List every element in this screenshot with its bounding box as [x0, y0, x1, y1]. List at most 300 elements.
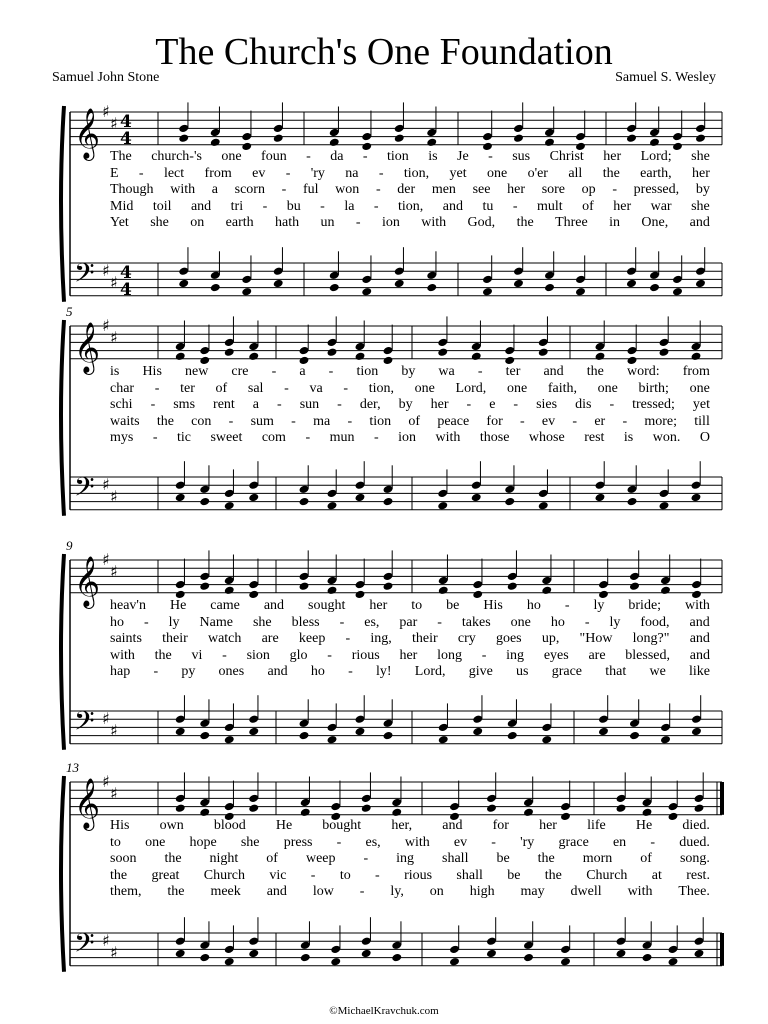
- lyric-syllable: es,: [364, 614, 380, 630]
- lyric-syllable: -: [222, 647, 227, 663]
- lyric-syllable: "How: [579, 631, 613, 646]
- lyric-syllable: The: [110, 149, 132, 164]
- lyric-syllable: the: [586, 364, 604, 379]
- lyric-syllable: scorn: [234, 182, 265, 197]
- note-head: [437, 347, 448, 357]
- lyric-syllable: -: [488, 149, 493, 164]
- lyric-syllable: her: [613, 198, 632, 214]
- lyric-syllable: -: [437, 614, 442, 630]
- note-head: [248, 803, 259, 813]
- note-head: [224, 735, 235, 745]
- note-head: [361, 287, 372, 297]
- lyric-syllable: high: [469, 884, 495, 899]
- lyric-syllable: war: [650, 198, 672, 214]
- lyric-syllable: the: [110, 867, 128, 883]
- note-head: [642, 808, 653, 818]
- note-head: [507, 731, 518, 741]
- note-head: [383, 581, 394, 591]
- lyric-syllable: -: [491, 834, 496, 850]
- lyric-syllable: -: [262, 198, 268, 214]
- lyric-syllable: Church: [203, 867, 245, 883]
- lyric-syllable: -: [336, 834, 342, 850]
- lyric-syllable: by: [398, 397, 413, 412]
- note-head: [329, 283, 340, 293]
- lyric-syllable: ter: [505, 364, 521, 379]
- lyric-line: [110, 397, 710, 414]
- lyric-syllable: toil: [152, 198, 172, 214]
- note-head: [649, 283, 660, 293]
- lyric-line: [110, 868, 710, 885]
- key-sharp-f: ♯: [102, 772, 110, 791]
- lyric-syllable: the: [167, 884, 185, 899]
- lyric-syllable: one: [486, 165, 508, 181]
- lyric-syllable: -: [320, 198, 325, 214]
- lyric-syllable: her: [430, 397, 449, 412]
- measure-number: 5: [66, 304, 73, 319]
- lyric-syllable: ly: [609, 614, 621, 630]
- lyric-syllable: is: [428, 149, 438, 164]
- key-sharp-c: ♯: [110, 487, 118, 506]
- lyric-syllable: He: [169, 598, 187, 613]
- note-head: [241, 287, 252, 297]
- lyric-syllable: food,: [640, 614, 670, 630]
- note-head: [224, 957, 235, 967]
- lyric-syllable: -: [143, 614, 149, 630]
- note-head: [642, 953, 653, 963]
- lyric-syllable: bought: [322, 818, 362, 833]
- lyric-syllable: for: [492, 818, 509, 833]
- lyric-syllable: and: [190, 198, 212, 214]
- lyric-syllable: with: [421, 215, 447, 230]
- system-bracket: [61, 320, 64, 516]
- lyric-syllable: lect: [163, 165, 185, 181]
- note-head: [327, 735, 338, 745]
- lyric-syllable: is: [623, 430, 634, 445]
- key-sharp-f: ♯: [102, 475, 110, 494]
- lyric-syllable: with: [170, 182, 196, 197]
- lyric-syllable: -: [277, 397, 282, 412]
- note-head: [560, 957, 571, 967]
- lyric-syllable: waits: [110, 413, 140, 429]
- lyric-syllable: grace: [558, 834, 589, 850]
- lyric-syllable: faith,: [547, 380, 577, 396]
- note-head: [248, 493, 259, 503]
- lyric-syllable: sies: [536, 397, 558, 412]
- note-head: [299, 731, 310, 741]
- lyric-syllable: the: [516, 215, 534, 230]
- lyric-syllable: be: [446, 598, 460, 613]
- lyric-syllable: es,: [365, 834, 381, 850]
- lyric-syllable: tion: [356, 364, 379, 379]
- lyric-syllable: birth;: [638, 380, 669, 396]
- lyric-syllable: her: [369, 598, 388, 613]
- note-head: [695, 133, 706, 143]
- lyric-syllable: one: [414, 380, 435, 396]
- note-head: [513, 279, 524, 289]
- lyric-syllable: tic: [176, 430, 191, 445]
- key-sharp-c: ♯: [110, 943, 118, 962]
- note-head: [273, 279, 284, 289]
- note-head: [300, 953, 311, 963]
- lyric-syllable: -: [650, 834, 656, 850]
- lyric-syllable: -: [291, 413, 296, 429]
- note-head: [361, 803, 372, 813]
- lyric-syllable: her: [539, 818, 557, 833]
- lyric-syllable: her: [507, 182, 526, 197]
- lyric-syllable: ev: [541, 413, 556, 429]
- lyric-syllable: -: [339, 614, 345, 630]
- lyric-syllable: glo: [289, 647, 308, 663]
- note-head: [695, 279, 706, 289]
- lyric-line: [110, 414, 710, 431]
- lyric-syllable: ion: [398, 430, 417, 445]
- note-head: [438, 586, 449, 596]
- system-bracket: [61, 106, 64, 302]
- lyric-line: [110, 631, 710, 648]
- lyric-syllable: blessed,: [625, 647, 671, 663]
- note-head: [694, 803, 705, 813]
- lyric-syllable: -: [359, 884, 365, 899]
- lyric-syllable: dwell: [570, 884, 602, 899]
- lyric-syllable: hath: [275, 215, 300, 230]
- note-head: [595, 493, 606, 503]
- lyric-syllable: of: [408, 413, 421, 429]
- measure-number: 13: [66, 760, 79, 775]
- lyric-line: [110, 851, 710, 868]
- lyric-syllable: tion: [369, 413, 392, 429]
- note-head: [672, 287, 683, 297]
- lyric-syllable: soon: [110, 851, 137, 866]
- lyric-syllable: and: [263, 598, 285, 613]
- lyric-syllable: one: [510, 614, 531, 630]
- lyric-syllable: to: [339, 867, 351, 883]
- lyric-syllable: at: [651, 867, 662, 883]
- lyric-syllable: ter: [180, 380, 195, 396]
- lyric-syllable: -: [153, 664, 159, 679]
- lyric-syllable: one: [145, 834, 166, 850]
- lyric-syllable: ev: [252, 165, 266, 181]
- lyric-syllable: by: [695, 182, 710, 197]
- note-head: [299, 581, 310, 591]
- lyric-syllable: sms: [173, 397, 196, 412]
- note-head: [504, 497, 515, 507]
- lyric-line: [110, 884, 710, 901]
- lyric-syllable: ev: [453, 834, 468, 850]
- lyric-line: [110, 182, 710, 199]
- note-head: [199, 731, 210, 741]
- lyric-syllable: -: [375, 182, 381, 197]
- lyric-syllable: is: [110, 364, 120, 379]
- note-head: [538, 347, 549, 357]
- lyric-syllable: -: [513, 397, 519, 412]
- key-sharp-c: ♯: [110, 784, 118, 803]
- note-head: [391, 953, 402, 963]
- lyric-syllable: sought: [308, 598, 346, 613]
- lyric-syllable: -: [343, 380, 349, 396]
- lyric-syllable: -: [328, 364, 334, 379]
- treble-clef: 𝄞: [74, 108, 101, 159]
- lyric-line: [110, 199, 710, 216]
- note-head: [659, 501, 670, 511]
- lyric-syllable: schi: [110, 397, 133, 412]
- key-sharp-c: ♯: [110, 562, 118, 581]
- bass-clef: 𝄢: [74, 927, 95, 965]
- lyric-syllable: their: [412, 631, 438, 646]
- lyric-syllable: va: [309, 380, 323, 396]
- lyric-syllable: came: [210, 598, 240, 613]
- lyric-syllable: she: [691, 198, 710, 214]
- lyric-syllable: new: [184, 364, 209, 379]
- key-sharp-c: ♯: [110, 114, 118, 133]
- note-head: [544, 283, 555, 293]
- lyric-syllable: tri: [230, 198, 244, 214]
- lyric-syllable: all: [568, 165, 583, 181]
- lyric-line: [110, 149, 710, 166]
- lyric-syllable: she: [240, 834, 260, 850]
- lyric-syllable: of: [215, 380, 228, 396]
- key-sharp-c: ♯: [110, 721, 118, 740]
- note-head: [273, 133, 284, 143]
- lyric-syllable: -: [337, 397, 342, 412]
- lyric-syllable: and: [266, 884, 287, 899]
- composer-credit: Samuel S. Wesley: [615, 70, 716, 85]
- note-head: [507, 581, 518, 591]
- note-head: [471, 493, 482, 503]
- lyric-syllable: Lord,: [455, 380, 487, 396]
- lyric-syllable: the: [154, 647, 172, 663]
- lyric-syllable: on: [190, 215, 205, 230]
- lyric-syllable: -: [152, 430, 158, 445]
- lyric-syllable: one: [506, 380, 528, 396]
- lyric-syllable: and: [267, 664, 288, 679]
- note-head: [523, 808, 534, 818]
- note-head: [523, 953, 534, 963]
- lyric-syllable: mys: [110, 430, 134, 445]
- lyric-syllable: she: [691, 149, 710, 164]
- lyric-syllable: bride;: [628, 598, 662, 613]
- note-head: [327, 586, 338, 596]
- lyric-syllable: E: [110, 165, 119, 181]
- lyric-syllable: na: [345, 165, 359, 181]
- lyric-syllable: are: [588, 647, 606, 663]
- lyric-syllable: sweet: [210, 430, 243, 445]
- lyric-syllable: -: [363, 851, 369, 866]
- lyric-syllable: watch: [207, 631, 242, 646]
- lyric-syllable: song.: [679, 851, 710, 866]
- lyric-syllable: par: [399, 614, 418, 630]
- lyric-syllable: see: [472, 182, 491, 197]
- lyric-syllable: Lord,: [414, 664, 446, 679]
- lyric-line: [110, 381, 710, 398]
- lyric-syllable: der,: [359, 397, 381, 412]
- lyric-syllable: -: [466, 397, 472, 412]
- lyric-syllable: ones: [218, 664, 245, 679]
- lyric-syllable: of: [582, 198, 594, 214]
- lyric-syllable: vic: [269, 867, 287, 883]
- lyric-syllable: she: [252, 614, 272, 630]
- note-head: [300, 808, 311, 818]
- lyric-syllable: He: [275, 818, 293, 833]
- lyric-syllable: ma: [313, 413, 331, 429]
- lyric-syllable: ing: [506, 647, 525, 663]
- note-head: [224, 347, 235, 357]
- lyric-syllable: by: [401, 364, 416, 379]
- lyric-syllable: her,: [391, 818, 413, 833]
- note-head: [659, 347, 670, 357]
- time-signature-bottom: 4: [120, 280, 132, 300]
- note-head: [691, 352, 702, 362]
- bass-clef: 𝄢: [74, 705, 95, 743]
- lyric-syllable: 'ry: [310, 165, 325, 181]
- lyric-syllable: her: [399, 647, 418, 663]
- lyric-syllable: life: [587, 818, 606, 833]
- lyric-syllable: -: [622, 413, 628, 429]
- lyric-syllable: ing: [396, 851, 415, 866]
- lyric-syllable: un: [320, 215, 335, 230]
- lyric-syllable: earth: [225, 215, 254, 230]
- lyric-syllable: ful: [302, 182, 319, 197]
- lyric-syllable: and: [689, 614, 710, 630]
- lyric-syllable: tion: [387, 149, 409, 164]
- lyric-syllable: church-'s: [151, 149, 202, 164]
- lyric-syllable: long: [437, 647, 462, 663]
- copyright-footer: ©MichaelKravchuk.com: [329, 1005, 439, 1017]
- lyric-syllable: ly: [168, 614, 180, 630]
- lyric-syllable: tion,: [368, 380, 394, 396]
- note-head: [178, 279, 189, 289]
- lyric-syllable: are: [261, 631, 279, 646]
- note-head: [199, 497, 210, 507]
- lyric-syllable: e: [489, 397, 496, 412]
- lyric-syllable: won.: [652, 430, 681, 445]
- lyric-syllable: sal: [247, 380, 264, 396]
- treble-clef: 𝄞: [74, 556, 101, 607]
- lyric-syllable: of: [640, 851, 652, 866]
- lyric-syllable: be: [496, 851, 510, 866]
- lyric-syllable: more;: [644, 413, 678, 429]
- note-head: [660, 586, 671, 596]
- lyric-syllable: Yet: [110, 215, 129, 230]
- lyric-syllable: heav'n: [110, 598, 146, 613]
- note-head: [394, 133, 405, 143]
- lyric-syllable: may: [520, 884, 545, 899]
- time-signature-bottom: 4: [120, 129, 132, 149]
- lyric-syllable: tu: [482, 198, 494, 214]
- lyric-syllable: God,: [467, 215, 496, 230]
- lyric-syllable: their: [162, 631, 188, 646]
- lyric-syllable: goes: [495, 631, 522, 646]
- lyric-syllable: bless: [291, 614, 320, 630]
- lyric-syllable: ion: [381, 215, 400, 230]
- lyric-syllable: meek: [210, 884, 241, 899]
- lyric-line: [110, 166, 710, 183]
- lyric-syllable: -: [285, 165, 291, 181]
- lyric-syllable: rest.: [686, 867, 710, 883]
- lyric-syllable: with: [685, 598, 710, 613]
- lyric-syllable: -: [305, 430, 311, 445]
- note-head: [541, 735, 552, 745]
- lyric-syllable: ly!: [375, 664, 392, 679]
- system-bracket: [61, 554, 64, 750]
- lyric-syllable: long?": [632, 631, 670, 646]
- lyric-syllable: -: [373, 430, 379, 445]
- lyric-syllable: own: [159, 818, 184, 833]
- note-head: [248, 352, 259, 362]
- lyric-syllable: tressed;: [632, 397, 675, 412]
- lyric-syllable: whose: [528, 430, 565, 445]
- lyric-syllable: give: [468, 664, 493, 679]
- lyric-line: [110, 615, 710, 632]
- lyric-line: [110, 664, 710, 681]
- lyric-line: [110, 430, 710, 447]
- measure-number: 9: [66, 538, 73, 553]
- key-sharp-f: ♯: [102, 709, 110, 728]
- note-head: [616, 803, 627, 813]
- lyric-syllable: He: [635, 818, 653, 833]
- lyric-syllable: she: [150, 215, 169, 230]
- lyric-syllable: ing,: [370, 631, 392, 646]
- lyric-syllable: and: [543, 364, 564, 379]
- note-head: [426, 138, 437, 148]
- note-head: [626, 133, 637, 143]
- lyric-syllable: ly,: [390, 884, 404, 899]
- note-head: [355, 727, 366, 737]
- lyric-syllable: with: [627, 884, 653, 899]
- lyric-syllable: -: [306, 149, 311, 164]
- lyric-syllable: py: [181, 664, 196, 679]
- lyric-syllable: Church: [586, 867, 628, 883]
- lyric-syllable: com: [261, 430, 286, 445]
- lyric-syllable: ly: [593, 598, 605, 613]
- note-head: [575, 287, 586, 297]
- note-head: [175, 727, 186, 737]
- lyric-syllable: and: [442, 818, 463, 833]
- lyric-line: [110, 215, 710, 232]
- note-head: [210, 138, 221, 148]
- note-head: [482, 287, 493, 297]
- lyric-syllable: earth,: [640, 165, 672, 181]
- lyric-syllable: rent: [213, 397, 235, 412]
- lyric-syllable: -: [310, 867, 316, 883]
- note-head: [175, 949, 186, 959]
- note-head: [660, 735, 671, 745]
- note-head: [383, 497, 394, 507]
- lyric-syllable: cre: [231, 364, 249, 379]
- lyric-line: [110, 818, 710, 835]
- note-head: [544, 138, 555, 148]
- key-sharp-f: ♯: [102, 316, 110, 335]
- lyric-syllable: up,: [541, 631, 560, 646]
- lyric-syllable: -: [584, 614, 590, 630]
- note-head: [471, 352, 482, 362]
- note-head: [649, 138, 660, 148]
- note-head: [627, 497, 638, 507]
- note-head: [355, 352, 366, 362]
- note-head: [691, 493, 702, 503]
- lyric-syllable: a: [252, 397, 260, 412]
- note-head: [668, 957, 679, 967]
- lyric-syllable: ho: [550, 614, 565, 630]
- note-head: [299, 497, 310, 507]
- lyric-syllable: a: [211, 182, 218, 197]
- lyric-syllable: of: [266, 851, 278, 866]
- lyric-syllable: the: [537, 851, 555, 866]
- lyric-syllable: sore: [541, 182, 566, 197]
- note-head: [538, 501, 549, 511]
- lyric-syllable: dued.: [679, 834, 710, 850]
- note-head: [486, 803, 497, 813]
- lyric-syllable: those: [479, 430, 510, 445]
